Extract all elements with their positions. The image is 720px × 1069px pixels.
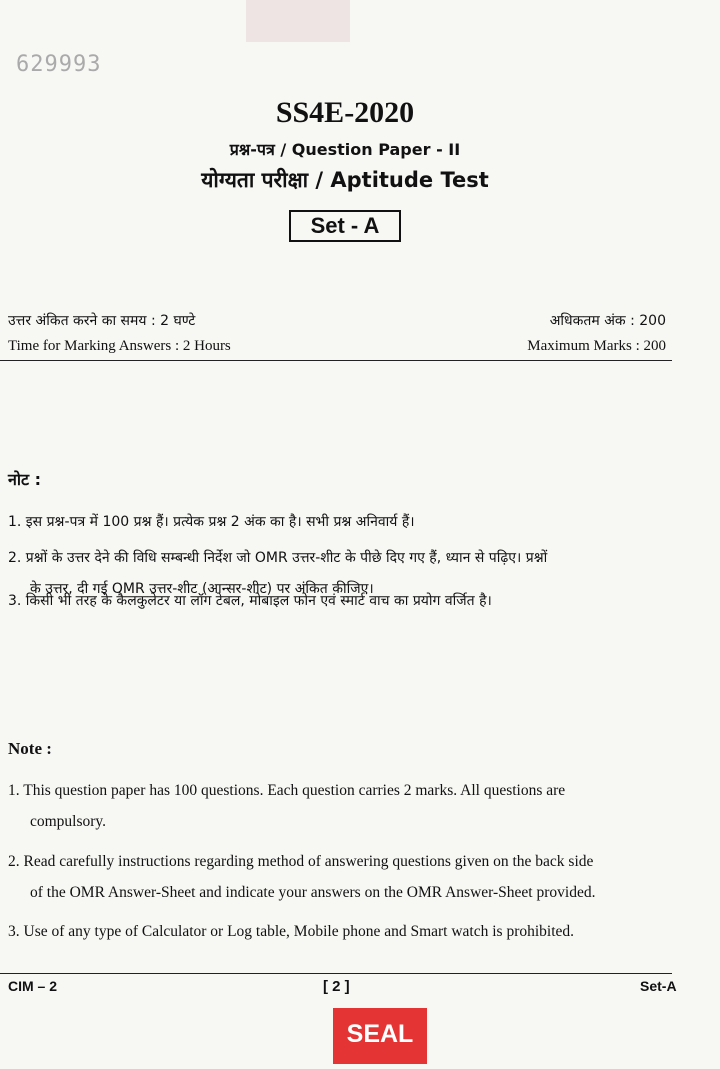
note-item-hindi: 2. प्रश्नों के उत्तर देने की विधि सम्बन्धी निर्देश जो OMR उत्तर-शीट के पीछे दिए गए हैं, ध्यान से पढ़िए। प्रश्नों: [8, 550, 548, 566]
page-number: [ 2 ]: [323, 978, 350, 995]
set-badge: Set - A: [289, 210, 401, 242]
note-item-english-cont: compulsory.: [30, 813, 107, 830]
note-item-hindi: 3. किसी भी तरह के कैलकुलेटर या लॉग टेबल, मोबाइल फोन एवं स्मार्ट वाच का प्रयोग वर्जित है।: [8, 593, 492, 609]
test-name: योग्यता परीक्षा / Aptitude Test: [201, 168, 489, 192]
note-item-english: 1. This question paper has 100 questions. Each question carries 2 marks. All questions are: [8, 782, 566, 799]
time-english: Time for Marking Answers : 2 Hours: [8, 338, 231, 354]
seal-stamp: SEAL: [333, 1008, 427, 1064]
note-item-hindi-cont: के उत्तर, दी गई OMR उत्तर-शीट (आन्सर-शीट) पर अंकित कीजिए।: [30, 581, 374, 597]
note-item-english: 3. Use of any type of Calculator or Log table, Mobile phone and Smart watch is prohibited.: [8, 923, 575, 940]
footer-divider: [0, 973, 672, 974]
question-paper-label: प्रश्न-पत्र / Question Paper - II: [229, 140, 461, 159]
divider: [0, 360, 672, 361]
footer-code: CIM – 2: [8, 978, 58, 994]
note-heading-english: Note :: [8, 739, 52, 758]
top-stamp-mark: [246, 0, 350, 42]
max-marks-hindi: अधिकतम अंक : 200: [549, 313, 666, 329]
max-marks-english: Maximum Marks : 200: [527, 338, 666, 354]
footer-set: Set-A: [640, 978, 677, 994]
booklet-code: 629993: [16, 52, 102, 77]
note-heading-hindi: नोट :: [8, 470, 42, 489]
note-item-english-cont: of the OMR Answer-Sheet and indicate your answers on the OMR Answer-Sheet provided.: [30, 884, 596, 901]
note-item-hindi: 1. इस प्रश्न-पत्र में 100 प्रश्न हैं। प्रत्येक प्रश्न 2 अंक का है। सभी प्रश्न अनिवार्य हैं।: [8, 514, 415, 530]
time-hindi: उत्तर अंकित करने का समय : 2 घण्टे: [8, 313, 196, 329]
page-title: SS4E-2020: [275, 96, 415, 129]
note-item-english: 2. Read carefully instructions regarding method of answering questions given on the back side: [8, 853, 594, 870]
